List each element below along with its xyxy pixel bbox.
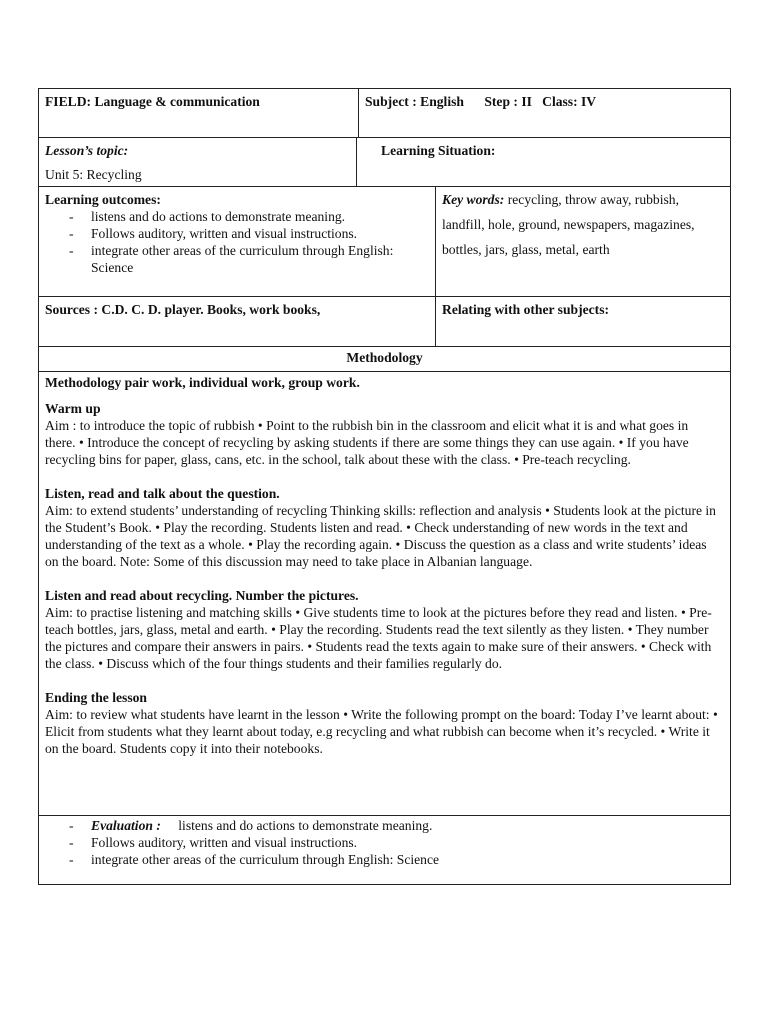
methodology-section <box>45 400 720 468</box>
sources-cell <box>39 297 436 347</box>
section-body: Aim: to practise listening and matching skills • Give students time to look at the pictures before they read and listen. • Pre-teach bottles, jars, glass, metal and earth. • Play the recording. Students read the text silently as they listen. • They number the pictures and compare their answers in pairs. • Students read the texts again to make sure of their answers. • Check with the class. • Discuss which of the four things students and their families regularly do. <box>45 605 712 671</box>
evaluation-item-text: listens and do actions to demonstrate meaning. <box>178 818 433 833</box>
section-body: Aim: to extend students’ understanding of recycling Thinking skills: reflection and analysis • Students look at the picture in the Student’s Book. • Play the recording. Students listen and read. • Check understanding of new words in the text and understanding of the text as a whole. • Play the recording again. • Discuss the question as a class and write students’ ideas on the board. Note: Some of this discussion may need to take place in Albanian language. <box>45 503 716 569</box>
lesson-plan-table <box>38 88 731 885</box>
sources-text: Sources : C.D. C. D. player. Books, work books, <box>45 302 321 317</box>
methodology-section <box>45 689 720 757</box>
relating-text: Relating with other subjects: <box>442 302 610 317</box>
section-heading: Ending the lesson <box>45 690 147 705</box>
keywords-text: recycling, throw away, rubbish, landfill, hole, ground, newspapers, magazines, bottles, jars, glass, metal, earth <box>442 192 695 257</box>
keywords-label: Key words: <box>442 192 505 207</box>
section-heading: Listen and read about recycling. Number the pictures. <box>45 588 359 603</box>
methodology-body-cell <box>39 372 731 816</box>
methodology-section <box>45 587 720 672</box>
evaluation-list <box>45 817 724 868</box>
relating-cell <box>436 297 731 347</box>
keywords-cell <box>436 187 731 297</box>
section-heading: Listen, read and talk about the question. <box>45 486 280 501</box>
topic-value: Unit 5: Recycling <box>45 167 142 182</box>
field-cell <box>39 89 359 138</box>
situation-cell <box>357 138 731 187</box>
outcome-item: - Follows auditory, written and visual instructions. <box>45 225 429 242</box>
section-body: Aim : to introduce the topic of rubbish • Point to the rubbish bin in the classroom and elicit what it is and what goes in there. • Introduce the concept of recycling by asking students if there are some things they can use again. • If you have recycling bins for paper, glass, cans, etc. in the school, talk about these with the class. • Pre-teach recycling. <box>45 418 689 467</box>
outcome-item: - integrate other areas of the curriculum through English: Science <box>45 242 429 276</box>
evaluation-item <box>45 817 724 834</box>
methodology-intro: Methodology pair work, individual work, group work. <box>45 375 360 390</box>
outcome-item: - listens and do actions to demonstrate meaning. <box>45 208 429 225</box>
evaluation-item: - Follows auditory, written and visual instructions. <box>45 834 724 851</box>
outcomes-list <box>45 208 429 276</box>
methodology-title-cell <box>39 347 731 372</box>
evaluation-cell <box>39 816 731 885</box>
situation-label: Learning Situation: <box>381 143 496 158</box>
subject-cell <box>359 89 731 138</box>
methodology-title: Methodology <box>346 350 423 365</box>
topic-label: Lesson’s topic: <box>45 143 129 158</box>
subject-text: Subject : English Step : II Class: IV <box>365 94 597 109</box>
evaluation-item: - integrate other areas of the curriculum through English: Science <box>45 851 724 868</box>
field-text: FIELD: Language & communication <box>45 94 260 109</box>
outcomes-cell <box>39 187 436 297</box>
topic-cell <box>39 138 357 187</box>
methodology-section <box>45 485 720 570</box>
section-heading: Warm up <box>45 401 101 416</box>
evaluation-label: Evaluation : <box>91 818 161 833</box>
section-body: Aim: to review what students have learnt in the lesson • Write the following prompt on the board: Today I’ve learnt about: • Elicit from students what they learnt about today, e.g recycling and what rubbish can become when it’s recycled. • Write it on the board. Students copy it into their notebooks. <box>45 707 718 756</box>
outcomes-label: Learning outcomes: <box>45 192 161 207</box>
